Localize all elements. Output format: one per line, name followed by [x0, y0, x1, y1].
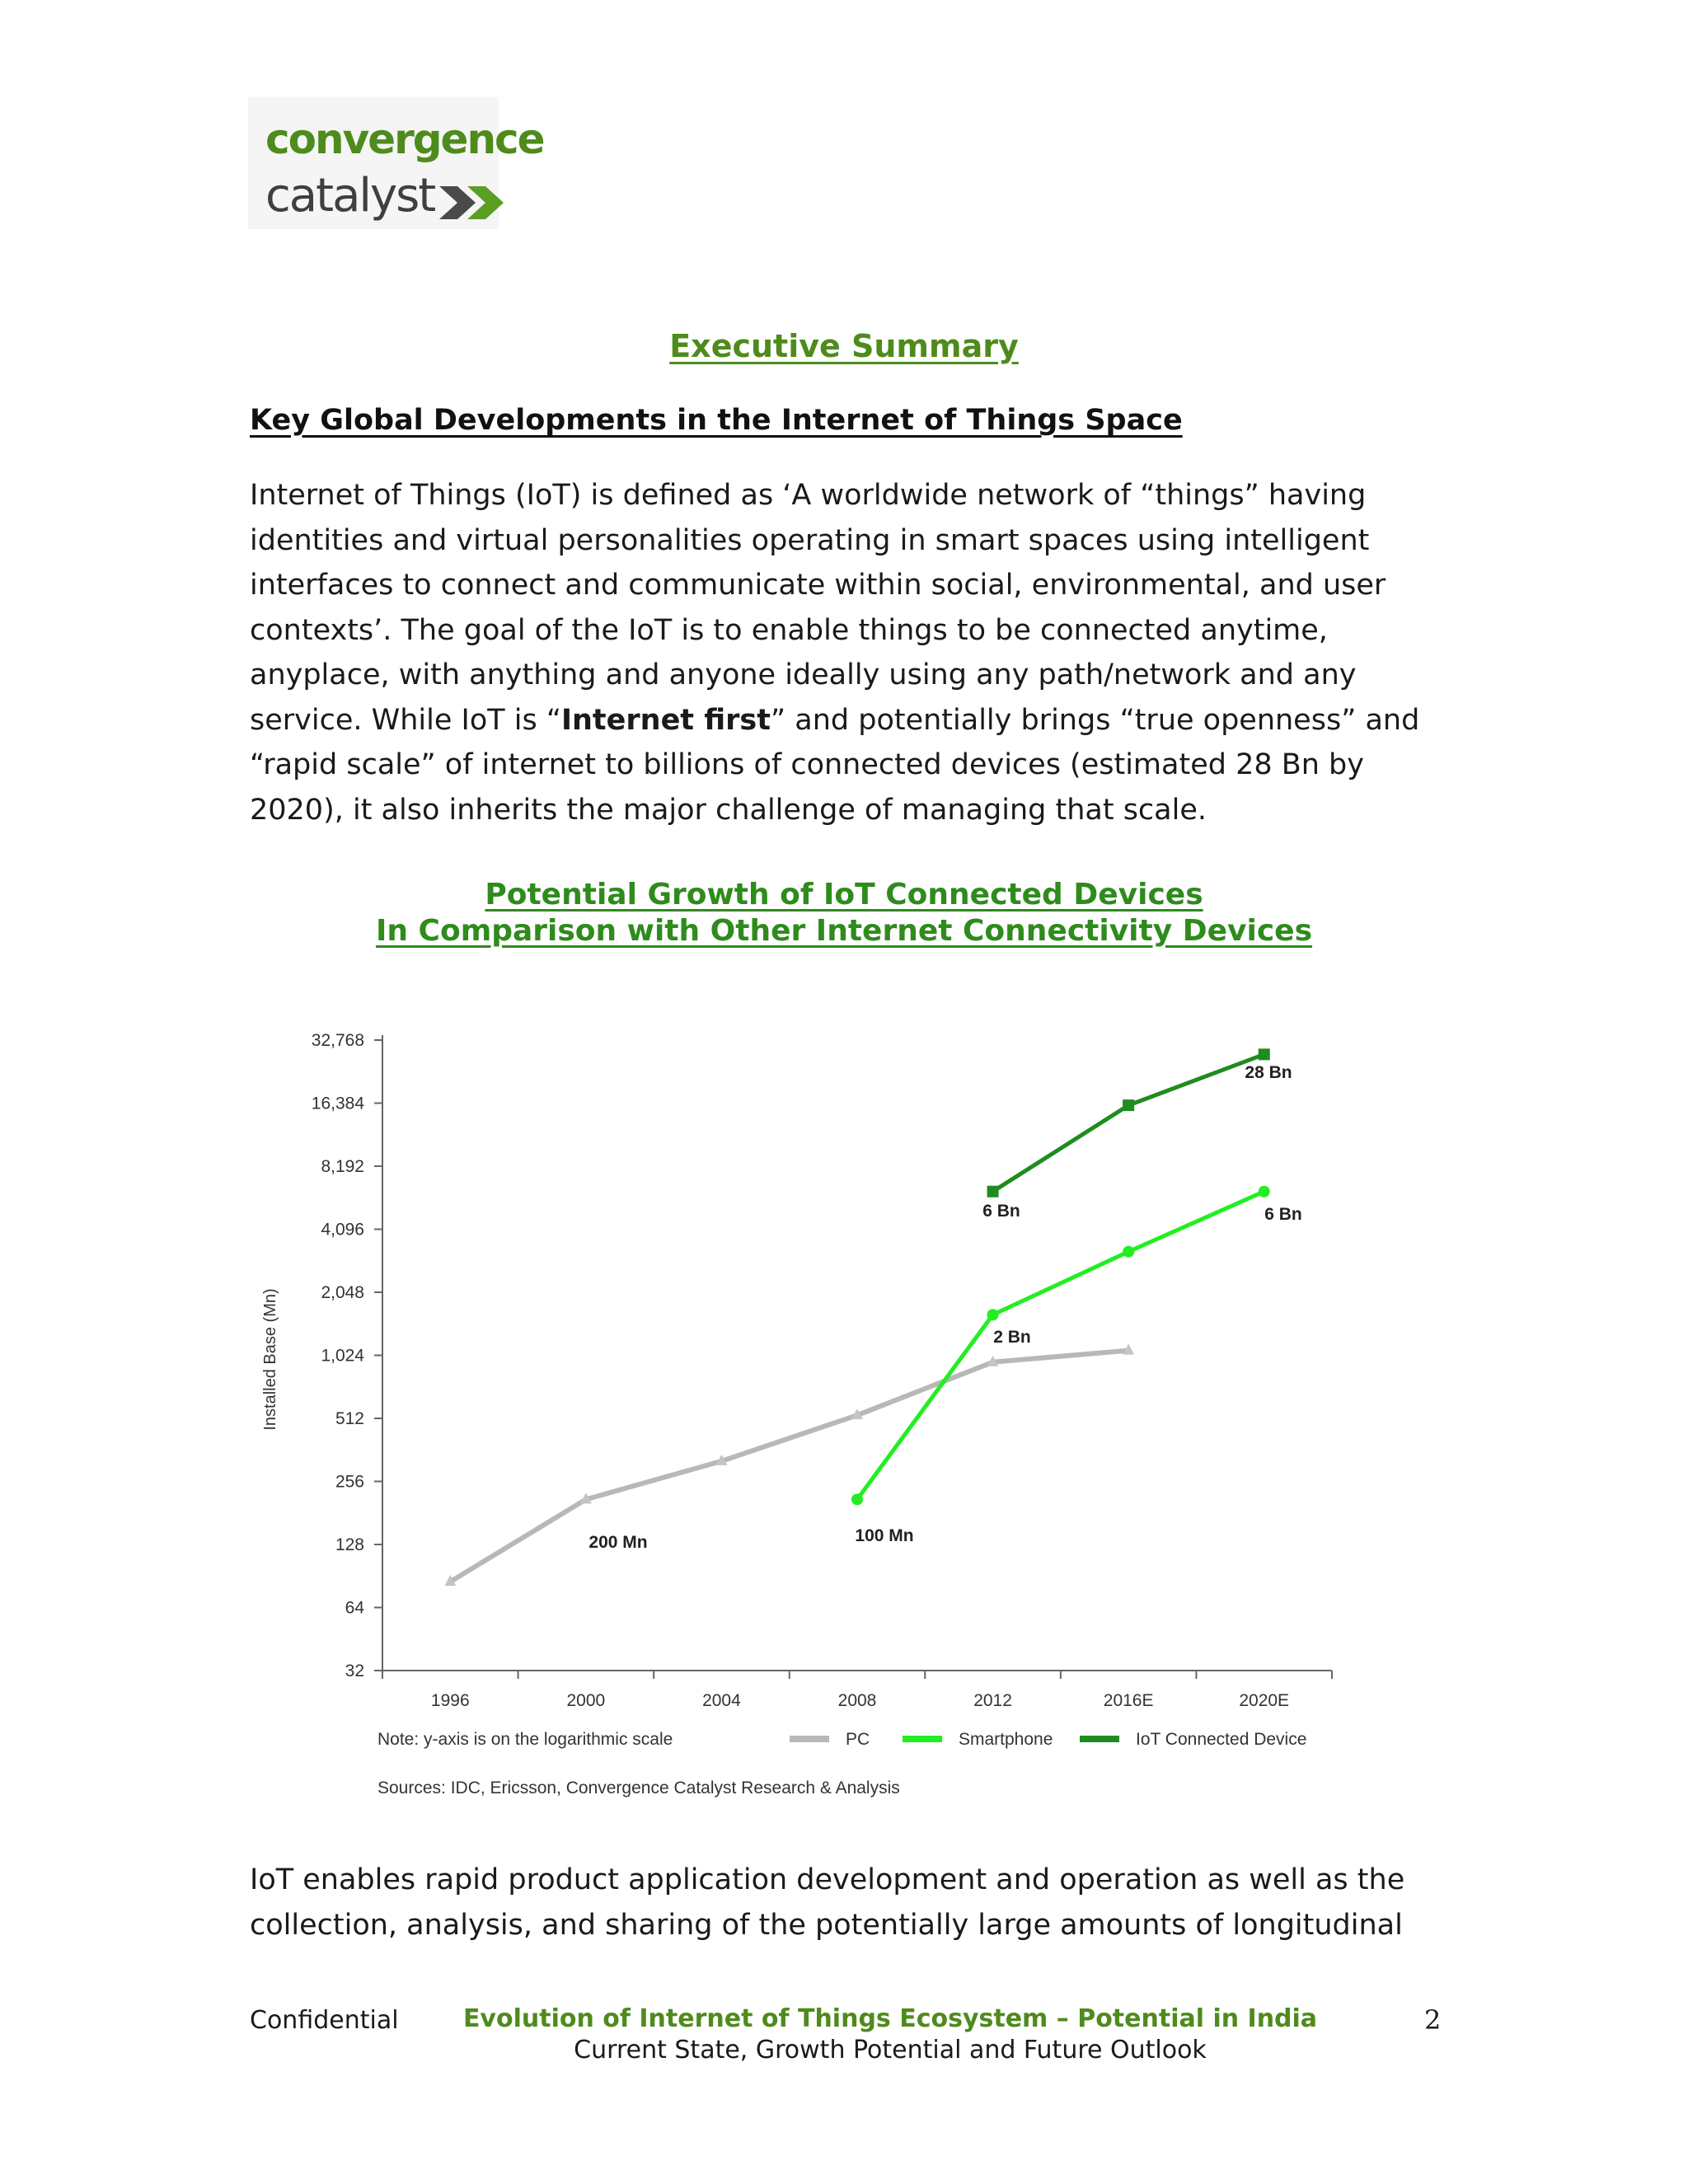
- data-label: 6 Bn: [982, 1202, 1020, 1221]
- x-tick-label: 2008: [837, 1691, 877, 1710]
- legend-label: Smartphone: [959, 1730, 1053, 1749]
- paragraph-line: identities and virtual personalities operating in smart spaces using intelligent: [250, 523, 1370, 557]
- legend-label: IoT Connected Device: [1136, 1730, 1307, 1749]
- data-point-smartphone: [1123, 1246, 1134, 1258]
- paragraph-line: contexts’. The goal of the IoT is to enable things to be connected anytime,: [250, 613, 1328, 647]
- executive-summary-heading: Executive Summary: [669, 328, 1019, 364]
- paragraph-line: collection, analysis, and sharing of the potentially large amounts of longitudinal: [250, 1908, 1403, 1942]
- series-line-iot-connected-device: [993, 1054, 1264, 1191]
- footer-document-title: Evolution of Internet of Things Ecosystem – Potential in India: [462, 2004, 1318, 2033]
- data-label: 100 Mn: [855, 1526, 914, 1545]
- y-tick-label: 16,384: [311, 1094, 364, 1113]
- y-tick-label: 1,024: [321, 1346, 364, 1366]
- legend-label: PC: [846, 1730, 870, 1749]
- y-tick-label: 128: [335, 1535, 364, 1554]
- legend-swatch: [1080, 1736, 1119, 1742]
- paragraph-line: Internet of Things (IoT) is defined as ‘A worldwide network of “things” having: [250, 479, 1367, 512]
- data-label: 200 Mn: [588, 1533, 648, 1552]
- y-tick-label: 4,096: [321, 1220, 364, 1240]
- chart-sources: Sources: IDC, Ericsson, Convergence Catalyst Research & Analysis: [377, 1779, 900, 1797]
- closing-paragraph: [250, 1858, 1453, 1947]
- data-point-iot: [987, 1186, 999, 1197]
- chart-note: Note: y-axis is on the logarithmic scale: [377, 1730, 673, 1749]
- y-tick-label: 64: [345, 1598, 364, 1618]
- y-tick-label: 32,768: [311, 1031, 364, 1050]
- y-tick-label: 256: [335, 1472, 364, 1492]
- bold-internet-first: Internet first: [560, 703, 771, 737]
- data-label: 28 Bn: [1245, 1063, 1292, 1082]
- legend-swatch: [790, 1736, 829, 1742]
- x-tick-label: 2020E: [1239, 1691, 1290, 1710]
- data-point-iot: [1123, 1099, 1134, 1111]
- data-point-smartphone: [1259, 1186, 1270, 1197]
- paragraph-line: “rapid scale” of internet to billions of connected devices (estimated 28 Bn by: [250, 748, 1364, 781]
- paragraph-line: IoT enables rapid product application development and operation as well as the: [250, 1863, 1405, 1896]
- y-axis-title: Installed Base (Mn): [261, 1288, 279, 1431]
- section-title: Key Global Developments in the Internet of Things Space: [250, 404, 1183, 437]
- logo-text-convergence: convergence: [265, 115, 544, 163]
- series-line-pc: [450, 1351, 1128, 1582]
- data-point-smartphone: [851, 1493, 863, 1505]
- chart-title-line1: Potential Growth of IoT Connected Devices: [485, 878, 1203, 912]
- data-label: 2 Bn: [993, 1328, 1031, 1347]
- paragraph-line: anyplace, with anything and anyone ideally using any path/network and any: [250, 658, 1357, 691]
- data-label: 6 Bn: [1264, 1205, 1302, 1224]
- x-tick-label: 2016E: [1103, 1691, 1154, 1710]
- footer-confidential: Confidential: [250, 2006, 399, 2035]
- footer-document-subtitle: Current State, Growth Potential and Future Outlook: [574, 2036, 1207, 2064]
- series-line-smartphone: [857, 1192, 1264, 1500]
- text-run: ” and potentially brings “true openness” and: [771, 703, 1420, 737]
- y-tick-label: 8,192: [321, 1157, 364, 1176]
- paragraph-line: 2020), it also inherits the major challenge of managing that scale.: [250, 793, 1207, 827]
- legend-swatch: [903, 1736, 942, 1742]
- chart-title-line2: In Comparison with Other Internet Connectivity Devices: [375, 914, 1313, 948]
- text-run: service. While IoT is “: [250, 703, 561, 737]
- y-tick-label: 512: [335, 1409, 364, 1428]
- x-tick-label: 2004: [702, 1691, 741, 1710]
- data-point-iot: [1259, 1048, 1270, 1060]
- logo-text-catalyst: catalyst: [265, 169, 435, 223]
- x-tick-label: 2000: [566, 1691, 606, 1710]
- x-tick-label: 1996: [430, 1691, 470, 1710]
- y-tick-label: 2,048: [321, 1283, 364, 1302]
- page-number: 2: [1424, 2004, 1442, 2036]
- y-tick-label: 32: [345, 1661, 364, 1680]
- paragraph-line: interfaces to connect and communicate within social, environmental, and user: [250, 569, 1386, 602]
- x-tick-label: 2012: [973, 1691, 1012, 1710]
- data-point-smartphone: [987, 1309, 999, 1320]
